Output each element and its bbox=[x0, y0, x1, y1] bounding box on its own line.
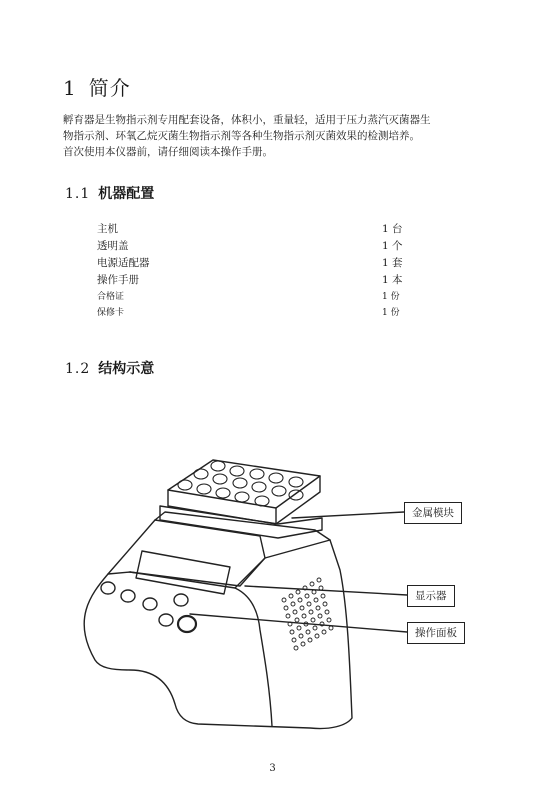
config-row bbox=[97, 289, 417, 305]
config-item-name: 主机 bbox=[97, 223, 118, 235]
vent-hole bbox=[305, 594, 309, 598]
leader-line bbox=[190, 614, 407, 632]
well-hole bbox=[272, 486, 286, 496]
config-item-qty: 1 本 bbox=[382, 274, 403, 286]
metal-block-top bbox=[168, 460, 320, 508]
button bbox=[101, 582, 115, 594]
vent-hole bbox=[301, 642, 305, 646]
vent-hole bbox=[290, 630, 294, 634]
side-edge bbox=[235, 540, 330, 588]
callout-operation-panel: 操作面板 bbox=[407, 622, 465, 644]
button bbox=[174, 594, 188, 606]
config-row bbox=[97, 272, 417, 289]
config-item-name: 保修卡 bbox=[97, 308, 125, 318]
well-hole bbox=[213, 474, 227, 484]
intro-paragraph bbox=[63, 112, 483, 160]
front-contour bbox=[108, 572, 272, 726]
vent-hole bbox=[289, 594, 293, 598]
well-hole bbox=[235, 492, 249, 502]
callout-display: 显示器 bbox=[407, 585, 455, 607]
vent-hole bbox=[321, 594, 325, 598]
vent-hole bbox=[310, 582, 314, 586]
button bbox=[121, 590, 135, 602]
vent-hole bbox=[284, 606, 288, 610]
vent-hole bbox=[317, 578, 321, 582]
subsection-number: 1.2 bbox=[65, 361, 91, 377]
leader-line bbox=[292, 512, 404, 518]
vent-hole bbox=[329, 626, 333, 630]
config-item-name: 透明盖 bbox=[97, 240, 129, 252]
intro-line: 孵育器是生物指示剂专用配套设备，体积小，重量轻，适用于压力蒸汽灭菌器生 bbox=[63, 114, 431, 126]
power-button bbox=[178, 616, 196, 632]
vent-hole bbox=[325, 610, 329, 614]
vent-hole bbox=[295, 618, 299, 622]
well-hole bbox=[269, 473, 283, 483]
well-hole bbox=[197, 484, 211, 494]
section-heading-intro bbox=[63, 72, 131, 101]
vent-hole bbox=[327, 618, 331, 622]
display-window bbox=[136, 551, 230, 594]
well-hole bbox=[230, 466, 244, 476]
config-item-name: 合格证 bbox=[97, 292, 125, 302]
well-hole bbox=[216, 488, 230, 498]
vent-hole bbox=[292, 638, 296, 642]
vent-hole bbox=[291, 602, 295, 606]
button bbox=[159, 614, 173, 626]
vent-hole bbox=[308, 638, 312, 642]
subsection-title: 结构示意 bbox=[98, 361, 155, 377]
vent-hole bbox=[316, 606, 320, 610]
section-number: 1 bbox=[63, 76, 77, 100]
config-row bbox=[97, 305, 417, 321]
well-hole bbox=[194, 469, 208, 479]
vent-hole bbox=[314, 598, 318, 602]
callout-metal-block: 金属模块 bbox=[404, 502, 462, 524]
vent-hole bbox=[309, 610, 313, 614]
subsection-number: 1.1 bbox=[65, 186, 91, 202]
config-item-qty: 1 台 bbox=[382, 223, 403, 235]
vent-hole bbox=[311, 618, 315, 622]
leader-line bbox=[245, 586, 407, 595]
vent-hole bbox=[296, 590, 300, 594]
intro-line: 首次使用本仪器前，请仔细阅读本操作手册。 bbox=[63, 146, 273, 158]
vent-hole bbox=[322, 630, 326, 634]
config-row bbox=[97, 238, 417, 255]
well-hole bbox=[178, 480, 192, 490]
well-hole bbox=[252, 482, 266, 492]
vent-hole bbox=[323, 602, 327, 606]
vent-hole bbox=[299, 634, 303, 638]
config-item-name: 操作手册 bbox=[97, 274, 139, 286]
vent-hole bbox=[282, 598, 286, 602]
page-number: 3 bbox=[269, 763, 276, 774]
well-hole bbox=[233, 478, 247, 488]
configuration-list bbox=[97, 221, 417, 321]
well-hole bbox=[211, 461, 225, 471]
intro-line: 物指示剂、环氧乙烷灭菌生物指示剂等各种生物指示剂灭菌效果的检测培养。 bbox=[63, 130, 420, 142]
section-title: 简介 bbox=[88, 76, 131, 100]
subsection-title: 机器配置 bbox=[98, 186, 155, 202]
vent-hole bbox=[298, 598, 302, 602]
vent-hole bbox=[319, 586, 323, 590]
vent-hole bbox=[307, 602, 311, 606]
config-row bbox=[97, 221, 417, 238]
vent-hole bbox=[297, 626, 301, 630]
subsection-heading-configuration bbox=[65, 183, 154, 203]
vent-hole bbox=[318, 614, 322, 618]
vent-hole bbox=[293, 610, 297, 614]
config-item-qty: 1 套 bbox=[382, 257, 403, 269]
vent-hole bbox=[313, 626, 317, 630]
vent-hole bbox=[306, 630, 310, 634]
button bbox=[143, 598, 157, 610]
vent-hole bbox=[294, 646, 298, 650]
config-item-qty: 1 个 bbox=[382, 240, 403, 252]
well-hole bbox=[289, 490, 303, 500]
incubator-diagram bbox=[60, 450, 410, 740]
config-row bbox=[97, 255, 417, 272]
vent-hole bbox=[312, 590, 316, 594]
well-hole bbox=[289, 477, 303, 487]
vent-hole bbox=[286, 614, 290, 618]
vent-hole bbox=[302, 614, 306, 618]
subsection-heading-structure bbox=[65, 358, 154, 378]
well-hole bbox=[255, 496, 269, 506]
config-item-name: 电源适配器 bbox=[97, 257, 150, 269]
vent-hole bbox=[300, 606, 304, 610]
config-item-qty: 1 份 bbox=[382, 292, 400, 302]
well-hole bbox=[250, 469, 264, 479]
vent-hole bbox=[315, 634, 319, 638]
config-item-qty: 1 份 bbox=[382, 308, 400, 318]
